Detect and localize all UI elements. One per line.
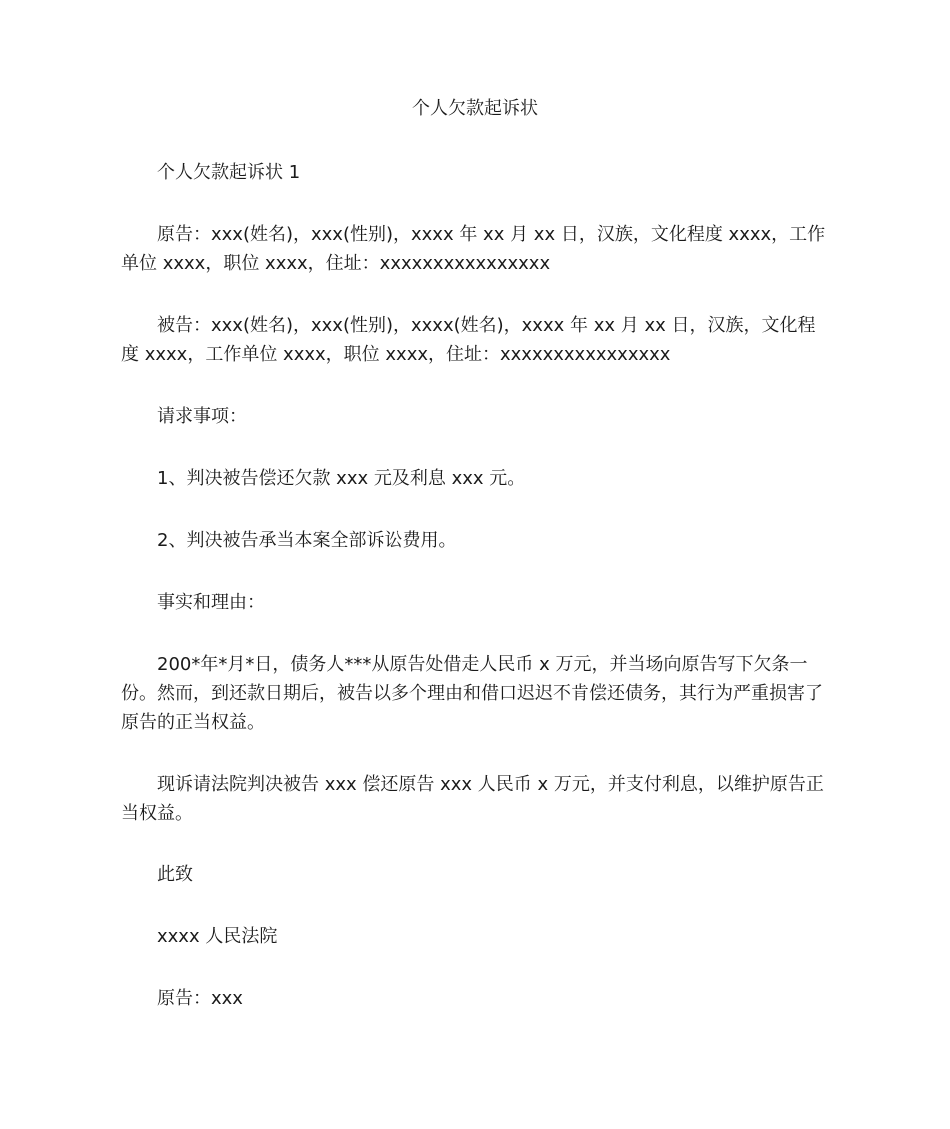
salutation: 此致 — [157, 864, 193, 885]
facts-paragraph: 200*年*月*日，债务人***从原告处借走人民币 x 万元，并当场向原告写下欠条一份。然而，到还款日期后，被告以多个理由和借口迟迟不肯偿还债务，其行为严重损害了原告的正当权益。 — [121, 654, 823, 733]
defendant-paragraph: 被告：xxx(姓名)，xxx(性别)，xxxx(姓名)，xxxx 年 xx 月 xx 日，汉族，文化程度 xxxx，工作单位 xxxx，职位 xxxx，住址：xxxxxxxxxxxxxxxx — [121, 315, 816, 365]
plaintiff-paragraph: 原告：xxx(姓名)，xxx(性别)，xxxx 年 xx 月 xx 日，汉族，文化程度 xxxx，工作单位 xxxx，职位 xxxx，住址：xxxxxxxxxxxxxxxx — [121, 224, 826, 274]
section-heading: 个人欠款起诉状 1 — [157, 162, 301, 183]
claims-label: 请求事项： — [157, 406, 247, 427]
claim-item-1: 1、判决被告偿还欠款 xxx 元及利息 xxx 元。 — [157, 468, 526, 489]
court-name: xxxx 人民法院 — [157, 926, 278, 947]
facts-label: 事实和理由： — [157, 592, 265, 613]
claim-item-2: 2、判决被告承当本案全部诉讼费用。 — [157, 530, 457, 551]
request-paragraph: 现诉请法院判决被告 xxx 偿还原告 xxx 人民币 x 万元，并支付利息，以维护原告正当权益。 — [121, 774, 824, 824]
plaintiff-signature: 原告：xxx — [157, 988, 243, 1009]
document-title: 个人欠款起诉状 — [412, 98, 538, 119]
